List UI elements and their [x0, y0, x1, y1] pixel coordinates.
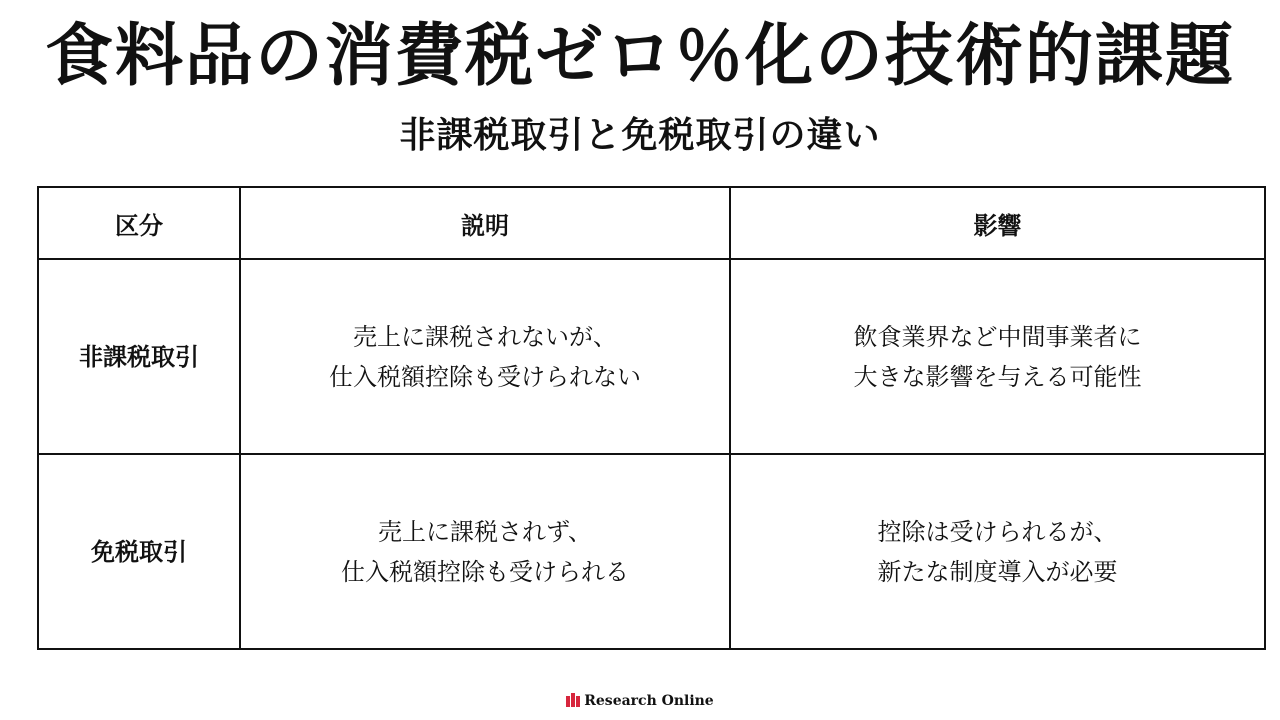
impact-line: 新たな制度導入が必要 — [877, 557, 1118, 586]
brand-name: Research Online — [584, 693, 714, 709]
impact-line: 控除は受けられるが、 — [877, 517, 1118, 546]
row-category: 非課税取引 — [38, 259, 240, 454]
row-impact — [730, 259, 1265, 454]
footer-brand — [0, 690, 1280, 712]
table-header-row — [38, 187, 1265, 259]
table-row-non-taxable — [38, 259, 1265, 454]
slide-subtitle: 非課税取引と免税取引の違い — [399, 115, 881, 156]
description-line: 仕入税額控除も受けられない — [329, 362, 641, 391]
impact-line: 大きな影響を与える可能性 — [853, 362, 1142, 391]
row-description — [240, 259, 730, 454]
research-online-logo-icon — [566, 692, 581, 706]
description-line: 売上に課税されないが、 — [353, 322, 617, 351]
description-line: 仕入税額控除も受けられる — [341, 557, 629, 586]
header-category: 区分 — [38, 187, 240, 259]
header-description: 説明 — [240, 187, 730, 259]
table-row-tax-exempt — [38, 454, 1265, 649]
impact-line: 飲食業界など中間事業者に — [853, 322, 1142, 351]
row-category: 免税取引 — [38, 454, 240, 649]
row-description — [240, 454, 730, 649]
description-line: 売上に課税されず、 — [377, 517, 593, 546]
slide-title: 食料品の消費税ゼロ％化の技術的課題 — [44, 17, 1235, 96]
comparison-table — [37, 186, 1266, 650]
header-impact: 影響 — [730, 187, 1265, 259]
row-impact — [730, 454, 1265, 649]
